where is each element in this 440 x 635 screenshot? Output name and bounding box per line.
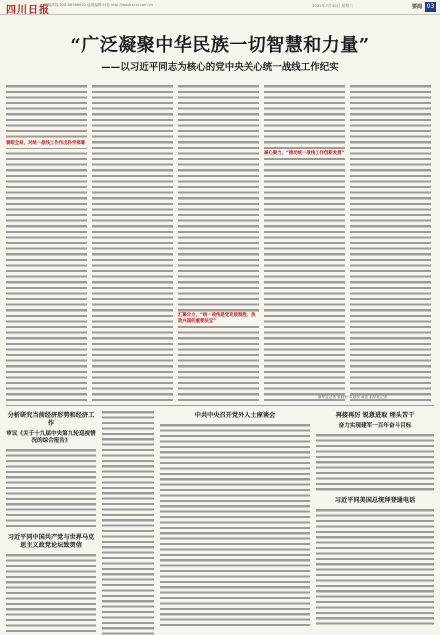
section-subtitle-3: 凝心聚力，“推动统一战线工作创新发展” <box>264 151 345 156</box>
article-byline: 新华社记者 张晓松 朱基钗 黄垚 新华社记者 <box>318 395 388 399</box>
story-subtitle: 奋力实现建军一百年奋斗目标 <box>338 423 412 429</box>
body-text <box>350 84 431 402</box>
body-text <box>6 84 87 402</box>
divider <box>6 405 434 406</box>
story-subtitle: 审议《关于十九届中央第九轮巡视情况的综合报告》 <box>6 431 96 444</box>
body-text <box>316 508 434 628</box>
section-subtitle-1: 着眼全局，对统一战线工作作出科学部署 <box>6 141 86 146</box>
section-subtitle-2: 汇聚合力，“统一战线是党克敌制胜、执政兴国的重要法宝” <box>178 312 259 326</box>
article-headline: “广泛凝聚中华民族一切智慧和力量” <box>70 35 370 56</box>
bottom-story-3 <box>160 410 310 635</box>
body-text <box>316 433 434 493</box>
article-subhead: ——以习近平同志为核心的党中央关心统一战线工作纪实 <box>101 62 339 73</box>
body-text <box>264 84 345 402</box>
body-text <box>6 553 96 635</box>
body-text <box>160 423 310 628</box>
article-column-3 <box>178 84 259 402</box>
section-label: 要闻 <box>412 4 423 10</box>
story-title: 中共中央召开党外人士座谈会 <box>194 412 276 419</box>
newspaper-logo: 四川日报 <box>6 5 50 16</box>
body-text <box>6 448 96 528</box>
article-column-2 <box>92 84 173 402</box>
bottom-story-1-cont <box>102 410 154 635</box>
masthead <box>0 0 440 15</box>
article-column-1 <box>6 84 87 402</box>
article-column-5 <box>350 84 431 402</box>
article-column-4 <box>264 84 345 402</box>
body-text <box>92 84 173 402</box>
masthead-date: 2022年7月30日 星期六 <box>312 3 353 8</box>
masthead-meta-left: 新闻热线:028-86968652 值班编辑:付钰 http://www.scol.com.cn <box>44 3 153 7</box>
page-number-badge: 03 <box>426 3 435 10</box>
story-title: 再接再厉 锐意进取 埋头苦干 <box>335 412 415 419</box>
bottom-story-1 <box>6 410 96 635</box>
body-text <box>102 410 154 635</box>
story-title: 习近平同美国总统拜登通电话 <box>334 497 416 504</box>
bottom-story-4 <box>316 410 434 635</box>
story-title: 分析研究当前经济形势和经济工作 <box>7 412 95 427</box>
story-title: 习近平同中国共产党与世界马克思主义政党论坛致贺信 <box>7 534 95 549</box>
body-text <box>178 84 259 402</box>
